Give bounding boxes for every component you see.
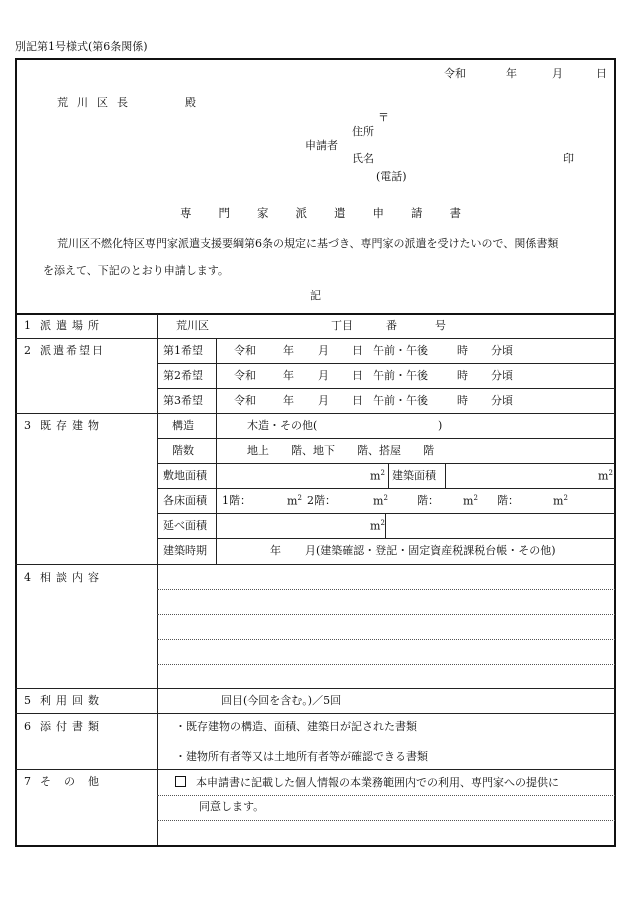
floor-area-label: 各床面積 bbox=[163, 494, 207, 507]
sec2-hour: 時 bbox=[457, 394, 468, 407]
name-label: 氏名 bbox=[352, 152, 374, 165]
sec2-ampm: 午前・午後 bbox=[373, 369, 428, 382]
sec2-era: 令和 bbox=[234, 369, 256, 382]
floors-value: 地上 階、地下 階、搭屋 階 bbox=[247, 444, 434, 457]
sec2-hour: 時 bbox=[457, 369, 468, 382]
sec2-year: 年 bbox=[283, 369, 294, 382]
sec3-label: 既存建物 bbox=[40, 419, 104, 432]
sec2-choice: 第1希望 bbox=[163, 344, 203, 357]
sec5-no: 5 bbox=[24, 694, 31, 707]
document-title: 専門家派遣申請書 bbox=[180, 206, 488, 220]
sec4-no: 4 bbox=[24, 571, 31, 584]
sec7-no: 7 bbox=[24, 775, 31, 788]
floor-1-label: 1階： bbox=[222, 494, 251, 507]
period-year: 年 bbox=[270, 544, 281, 557]
postal-mark: 〒 bbox=[378, 111, 389, 124]
sec2-era: 令和 bbox=[234, 344, 256, 357]
building-area-unit: $m^2$ bbox=[598, 469, 613, 483]
floor-4-unit: $m^2$ bbox=[553, 494, 568, 508]
form-label: 別記第1号様式(第6条関係) bbox=[15, 40, 148, 53]
sec1-label: 派遣場所 bbox=[40, 319, 104, 332]
sec2-hour: 時 bbox=[457, 344, 468, 357]
structure-close: ) bbox=[438, 419, 443, 432]
sec2-ampm: 午前・午後 bbox=[373, 394, 428, 407]
sec2-month: 月 bbox=[318, 394, 329, 407]
sec2-month: 月 bbox=[318, 369, 329, 382]
sec1-ban: 番 bbox=[386, 319, 397, 332]
sec2-year: 年 bbox=[283, 344, 294, 357]
sec2-choice: 第3希望 bbox=[163, 394, 203, 407]
sec2-no: 2 bbox=[24, 344, 31, 357]
honorific: 殿 bbox=[185, 96, 196, 109]
sec1-go: 号 bbox=[435, 319, 446, 332]
seal-label: 印 bbox=[563, 152, 574, 165]
floor-2-unit: $m^2$ bbox=[373, 494, 388, 508]
consent-line-2: 同意します。 bbox=[199, 800, 265, 813]
structure-label: 構造 bbox=[172, 419, 194, 432]
phone-label: (電話) bbox=[376, 170, 407, 183]
period-month: 月(建築確認・登記・固定資産税課税台帳・その他) bbox=[305, 544, 556, 557]
body-line-1: 荒川区不燃化特区専門家派遣支援要綱第6条の規定に基づき、専門家の派遣を受けたいので、関係書類 bbox=[57, 237, 559, 250]
sec2-label: 派遣希望日 bbox=[40, 344, 105, 357]
building-area-label: 建築面積 bbox=[392, 469, 436, 482]
sec2-minute: 分頃 bbox=[491, 369, 513, 382]
structure-value: 木造・その他( bbox=[247, 419, 318, 432]
period-label: 建築時期 bbox=[163, 544, 207, 557]
floor-4-label: 階： bbox=[497, 494, 519, 507]
sec2-era: 令和 bbox=[234, 394, 256, 407]
addressee: 荒川区長 bbox=[57, 96, 137, 109]
sec2-day: 日 bbox=[352, 344, 363, 357]
sec3-no: 3 bbox=[24, 419, 31, 432]
date-year-unit: 年 bbox=[506, 67, 517, 80]
attachment-item-1: ・既存建物の構造、面積、建築日が記された書類 bbox=[175, 720, 417, 733]
sec2-minute: 分頃 bbox=[491, 344, 513, 357]
sec5-label: 利用回数 bbox=[40, 694, 104, 707]
sec2-year: 年 bbox=[283, 394, 294, 407]
sec4-label: 相談内容 bbox=[40, 571, 104, 584]
sec2-day: 日 bbox=[352, 394, 363, 407]
note-ki: 記 bbox=[310, 289, 321, 302]
floors-label: 階数 bbox=[172, 444, 194, 457]
sec2-day: 日 bbox=[352, 369, 363, 382]
floor-3-label: 階： bbox=[417, 494, 439, 507]
total-area-unit: $m^2$ bbox=[370, 519, 385, 533]
address-label: 住所 bbox=[352, 125, 374, 138]
sec2-choice: 第2希望 bbox=[163, 369, 203, 382]
usage-count: 回目(今回を含む。)／5回 bbox=[221, 694, 342, 707]
date-month-unit: 月 bbox=[552, 67, 563, 80]
sec2-minute: 分頃 bbox=[491, 394, 513, 407]
sec6-no: 6 bbox=[24, 720, 31, 733]
floor-2-label: 2階： bbox=[307, 494, 336, 507]
sec6-label: 添付書類 bbox=[40, 720, 104, 733]
sec2-ampm: 午前・午後 bbox=[373, 344, 428, 357]
floor-1-unit: $m^2$ bbox=[287, 494, 302, 508]
attachment-item-2: ・建物所有者等又は土地所有者等が確認できる書類 bbox=[175, 750, 428, 763]
sec1-chome: 丁目 bbox=[331, 319, 353, 332]
date-day-unit: 日 bbox=[596, 67, 607, 80]
floor-3-unit: $m^2$ bbox=[463, 494, 478, 508]
consent-line-1 bbox=[175, 776, 559, 788]
site-area-unit: $m^2$ bbox=[370, 469, 385, 483]
total-area-label: 延べ面積 bbox=[163, 519, 207, 532]
sec1-no: 1 bbox=[24, 319, 31, 332]
site-area-label: 敷地面積 bbox=[163, 469, 207, 482]
body-line-2: を添えて、下記のとおり申請します。 bbox=[43, 264, 229, 277]
sec7-label: その他 bbox=[40, 775, 112, 788]
consent-text: 本申請書に記載した個人情報の本業務範囲内での利用、専門家への提供に bbox=[196, 776, 559, 789]
applicant-label: 申請者 bbox=[305, 139, 338, 152]
consent-checkbox[interactable] bbox=[175, 776, 186, 787]
sec1-ward: 荒川区 bbox=[176, 319, 209, 332]
sec2-month: 月 bbox=[318, 344, 329, 357]
date-era: 令和 bbox=[444, 67, 466, 80]
